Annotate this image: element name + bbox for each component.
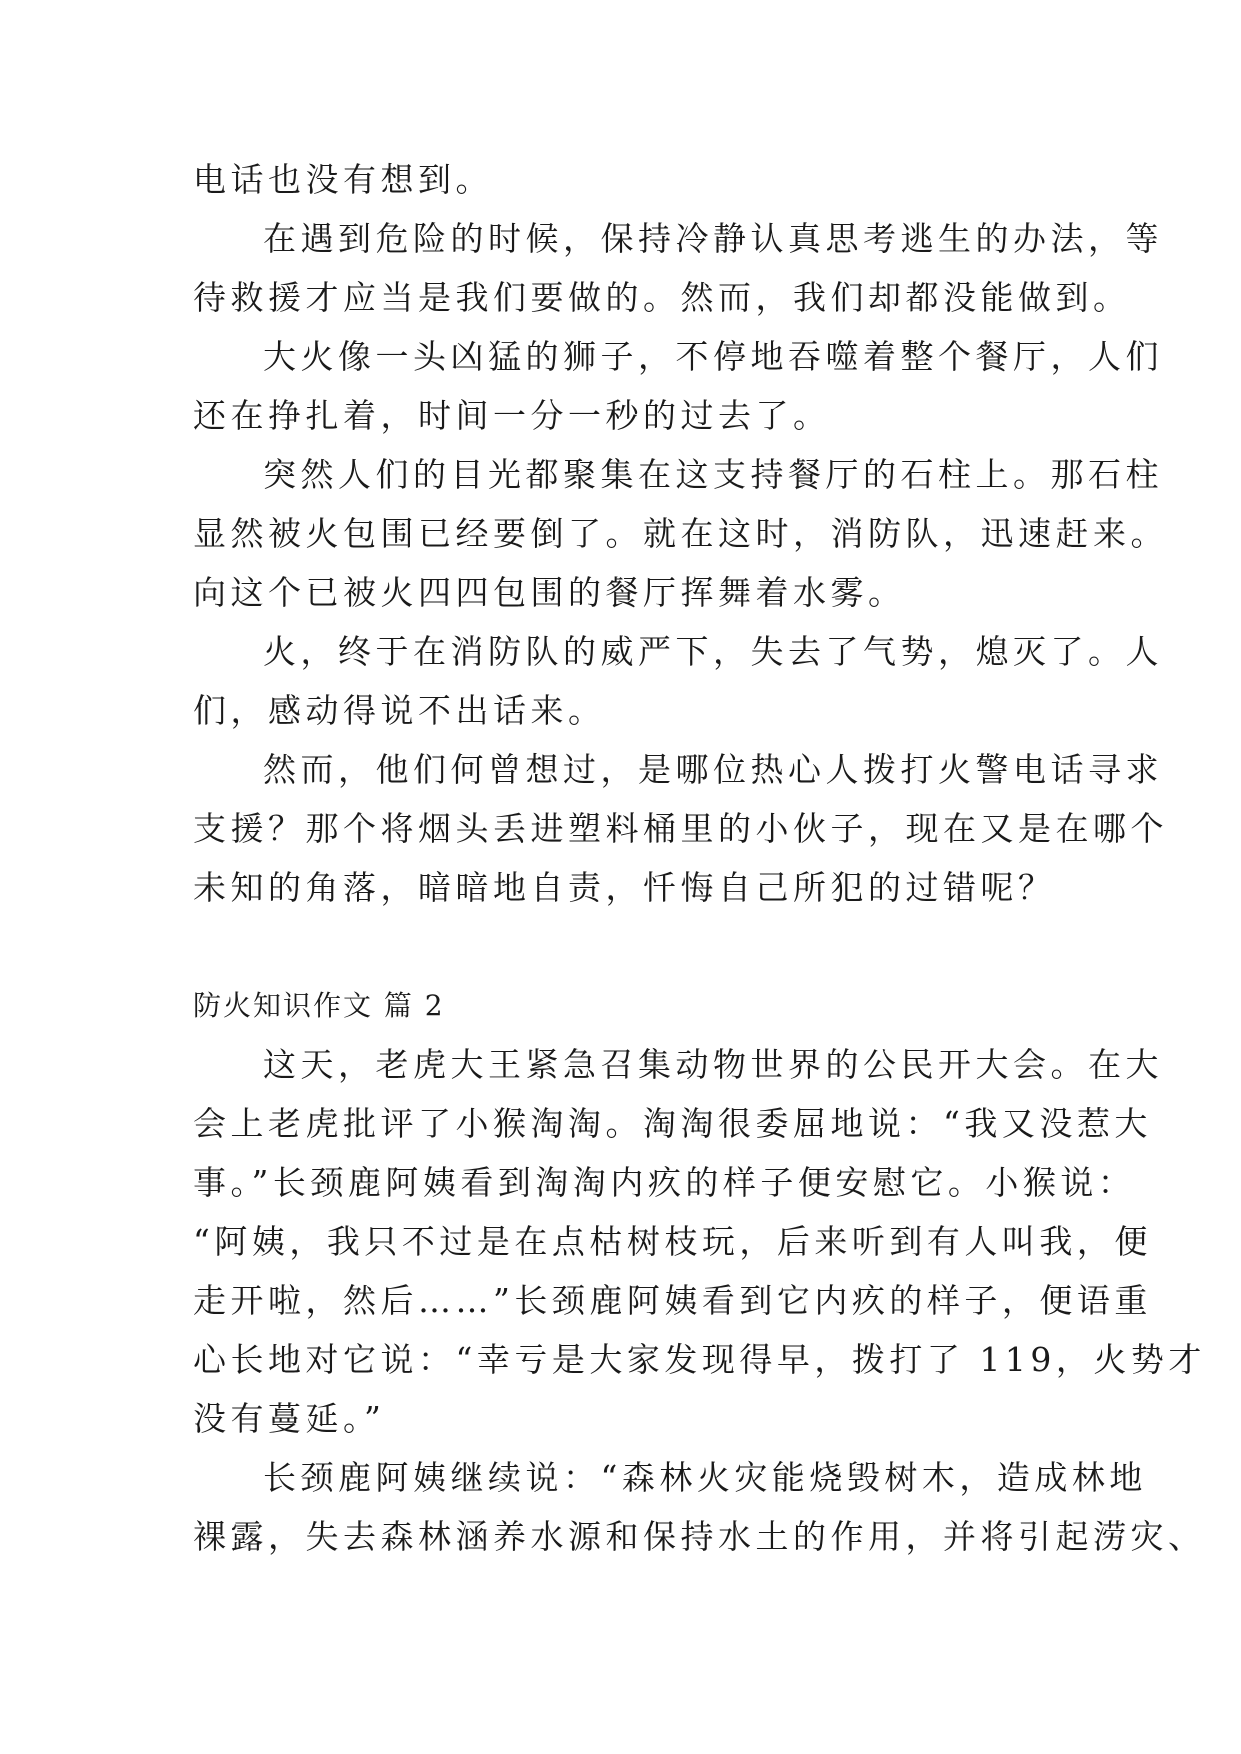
text-line: 突然人们的目光都聚集在这支持餐厅的石柱上。那石柱 [263,455,1163,494]
text-line: 这天，老虎大王紧急召集动物世界的公民开大会。在大 [263,1045,1163,1084]
text-line: 火，终于在消防队的威严下，失去了气势，熄灭了。人 [263,632,1163,671]
text-line: 大火像一头凶猛的狮子，不停地吞噬着整个餐厅，人们 [263,337,1163,376]
text-line: 们，感动得说不出话来。 [193,691,606,730]
text-line: 在遇到危险的时候，保持冷静认真思考逃生的办法，等 [263,219,1163,258]
text-line: 走开啦，然后……”长颈鹿阿姨看到它内疚的样子，便语重 [193,1281,1152,1320]
text-line: 没有蔓延。” [193,1399,386,1438]
text-line: 裸露，失去森林涵养水源和保持水土的作用，并将引起涝灾、 [193,1517,1206,1556]
text-line: “阿姨，我只不过是在点枯树枝玩，后来听到有人叫我，便 [193,1222,1152,1261]
text-line: 显然被火包围已经要倒了。就在这时，消防队，迅速赶来。 [193,514,1168,553]
text-line: 然而，他们何曾想过，是哪位热心人拨打火警电话寻求 [263,750,1163,789]
text-line: 事。”长颈鹿阿姨看到淘淘内疚的样子便安慰它。小猴说： [193,1163,1136,1202]
text-line: 电话也没有想到。 [193,160,493,199]
paragraphs-before-heading [193,150,1168,917]
text-line: 待救援才应当是我们要做的。然而，我们却都没能做到。 [193,278,1131,317]
text-line: 会上老虎批评了小猴淘淘。淘淘很委屈地说：“我又没惹大 [193,1104,1152,1143]
text-line: 向这个已被火四四包围的餐厅挥舞着水雾。 [193,573,906,612]
paragraphs-after-heading [193,1035,1206,1566]
text-line: 长颈鹿阿姨继续说：“森林火灾能烧毁树木，造成林地 [263,1458,1147,1497]
text-line: 支援？那个将烟头丢进塑料桶里的小伙子，现在又是在哪个 [193,809,1168,848]
section-spacer [193,917,1053,976]
section-heading: 防火知识作文 篇 2 [193,989,445,1022]
document-page [193,150,1206,1566]
text-line: 心长地对它说：“幸亏是大家发现得早，拨打了 119，火势才 [193,1340,1206,1379]
text-line: 未知的角落，暗暗地自责，忏悔自己所犯的过错呢？ [193,868,1056,907]
text-line: 还在挣扎着，时间一分一秒的过去了。 [193,396,831,435]
